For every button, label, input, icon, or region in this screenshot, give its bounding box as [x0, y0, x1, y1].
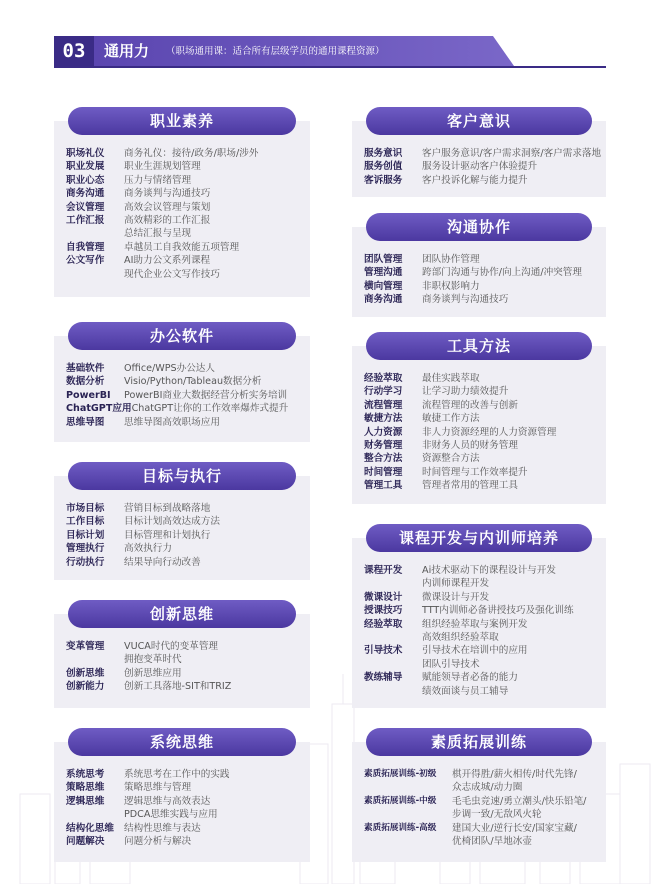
- course-category: 目标计划: [66, 529, 105, 541]
- course-row: [66, 795, 304, 808]
- course-row: [66, 781, 304, 794]
- course-row: [364, 466, 600, 479]
- course-name: 创新工具落地-SIT和TRIZ: [124, 681, 232, 693]
- course-category: ChatGPT应用: [66, 403, 132, 415]
- course-row: [66, 680, 304, 693]
- course-row: [364, 372, 600, 385]
- course-row: [364, 160, 600, 173]
- course-category: 数据分析: [66, 376, 105, 388]
- course-category: 行动执行: [66, 556, 105, 568]
- course-category: [66, 227, 124, 240]
- course-name: 结构性思维与表达: [124, 822, 201, 834]
- course-category: 引导技术: [364, 645, 403, 657]
- course-list: [66, 768, 304, 848]
- section-title: 课程开发与内训师培养: [366, 524, 592, 552]
- course-row: [66, 640, 304, 653]
- course-row: [66, 529, 304, 542]
- section-title: 职业素养: [68, 107, 296, 135]
- section-mubiao: [54, 462, 310, 580]
- course-name: 高效组织经验萃取: [422, 632, 499, 644]
- course-category: 经验萃取: [364, 373, 403, 384]
- course-category: 思维导图: [66, 416, 105, 428]
- course-name: Office/WPS办公达人: [124, 363, 215, 374]
- course-row: [364, 577, 600, 590]
- course-row: [364, 293, 600, 306]
- course-category: 工作汇报: [66, 215, 105, 227]
- course-name: 高效执行力: [124, 543, 172, 555]
- section-title: 客户意识: [366, 107, 592, 135]
- course-name: 建国大业/逆行长安/国家宝藏/: [452, 822, 577, 834]
- course-category: 工作目标: [66, 516, 105, 528]
- course-name: 总结汇报与呈现: [124, 228, 192, 240]
- section-title: 工具方法: [366, 332, 592, 360]
- course-row: [66, 653, 304, 666]
- course-category: [66, 268, 124, 281]
- course-row: [364, 808, 600, 821]
- course-name: 高效会议管理与策划: [124, 201, 211, 213]
- section-header: [54, 36, 504, 66]
- course-name: 敏捷工作方法: [422, 413, 480, 425]
- course-name: 目标管理和计划执行: [124, 529, 211, 541]
- course-row: [364, 591, 600, 604]
- course-name: 思维导图高效职场应用: [124, 416, 220, 428]
- course-name: 压力与情绪管理: [124, 174, 192, 186]
- section-zhiye: [54, 107, 310, 297]
- course-category: 策略思维: [66, 782, 105, 794]
- course-category: 经验萃取: [364, 618, 403, 630]
- course-category: PowerBI: [66, 389, 111, 401]
- course-name: 卓越员工自我效能五项管理: [124, 241, 240, 253]
- course-category: [364, 781, 452, 794]
- course-category: 系统思考: [66, 769, 105, 780]
- course-category: 微课设计: [364, 591, 403, 603]
- section-gongju: [352, 332, 606, 504]
- course-category: [66, 808, 124, 821]
- course-row: [66, 268, 304, 281]
- course-row: [364, 781, 600, 794]
- course-row: [364, 147, 600, 160]
- section-chuangxin: [54, 600, 310, 708]
- course-category: 素质拓展训练-高级: [364, 822, 437, 833]
- course-name: 内训师课程开发: [422, 578, 490, 590]
- course-row: [66, 227, 304, 240]
- page-subtitle: （职场通用课：适合所有层级学员的通用课程资源）: [166, 46, 385, 57]
- course-name: Visio/Python/Tableau数据分析: [124, 376, 262, 388]
- course-category: 服务意识: [364, 148, 403, 159]
- section-title: 办公软件: [68, 322, 296, 350]
- course-category: 横向管理: [364, 280, 403, 292]
- section-title: 系统思维: [68, 728, 296, 756]
- course-name: 非财务人员的财务管理: [422, 440, 518, 452]
- course-row: [364, 399, 600, 412]
- course-category: 素质拓展训练-初级: [364, 769, 437, 779]
- section-title: 创新思维: [68, 600, 296, 628]
- course-category: 人力资源: [364, 426, 403, 438]
- course-name: VUCA时代的变革管理: [124, 641, 219, 652]
- course-row: [364, 644, 600, 657]
- course-row: [66, 768, 304, 781]
- course-category: 行动学习: [364, 386, 403, 398]
- course-row: [66, 375, 304, 388]
- course-row: [364, 439, 600, 452]
- course-name: 众志成城/动力圈: [452, 782, 523, 794]
- course-name: 客户服务意识/客户需求洞察/客户需求落地: [422, 148, 602, 159]
- section-title: 素质拓展训练: [366, 728, 592, 756]
- course-category: 授课技巧: [364, 605, 403, 617]
- course-category: 客诉服务: [364, 174, 403, 186]
- course-list: [66, 640, 304, 694]
- course-category: 职业心态: [66, 174, 105, 186]
- course-category: 商务沟通: [364, 294, 403, 306]
- course-name: 客户投诉化解与能力提升: [422, 174, 528, 186]
- course-category: 逻辑思维: [66, 795, 105, 807]
- course-row: [66, 254, 304, 267]
- course-list: [66, 362, 304, 429]
- course-category: 自我管理: [66, 241, 105, 253]
- course-category: 财务管理: [364, 440, 403, 452]
- course-row: [364, 604, 600, 617]
- course-category: [364, 577, 422, 590]
- course-name: 系统思考在工作中的实践: [124, 769, 230, 780]
- course-category: 管理执行: [66, 543, 105, 555]
- course-list: [364, 564, 600, 698]
- course-name: 组织经验萃取与案例开发: [422, 618, 528, 630]
- course-name: Ai技术驱动下的课程设计与开发: [422, 565, 556, 576]
- course-row: [364, 685, 600, 698]
- section-xitong: [54, 728, 310, 862]
- course-category: 课程开发: [364, 565, 403, 576]
- course-name: 优椅团队/旱地冰壶: [452, 836, 532, 848]
- course-row: [66, 667, 304, 680]
- page-title: 通用力: [104, 42, 150, 60]
- course-row: [364, 835, 600, 848]
- course-name: 策略思维与管理: [124, 782, 192, 794]
- course-row: [364, 479, 600, 492]
- course-category: 基础软件: [66, 363, 105, 374]
- course-list: [364, 253, 600, 307]
- course-row: [364, 266, 600, 279]
- course-category: 变革管理: [66, 641, 105, 652]
- course-category: [364, 631, 422, 644]
- course-row: [66, 160, 304, 173]
- course-category: 职场礼仪: [66, 148, 105, 159]
- course-name: 现代企业公文写作技巧: [124, 268, 220, 280]
- course-row: [66, 389, 304, 402]
- course-name: 管理者常用的管理工具: [422, 480, 518, 492]
- course-row: [66, 556, 304, 569]
- section-goutong: [352, 213, 606, 317]
- course-row: [364, 174, 600, 187]
- course-row: [364, 426, 600, 439]
- course-name: 赋能领导者必备的能力: [422, 672, 518, 684]
- course-category: 结构化思维: [66, 822, 114, 834]
- course-row: [66, 147, 304, 160]
- course-name: 结果导向行动改善: [124, 556, 201, 568]
- course-category: 整合方法: [364, 453, 403, 465]
- course-row: [364, 822, 600, 835]
- course-name: 高效精彩的工作汇报: [124, 215, 211, 227]
- course-name: 团队协作管理: [422, 254, 480, 265]
- course-name: 最佳实践萃取: [422, 373, 480, 384]
- course-name: 团队引导技术: [422, 658, 480, 670]
- course-name: 绩效面谈与员工辅导: [422, 685, 509, 697]
- course-row: [66, 402, 304, 415]
- course-category: 会议管理: [66, 201, 105, 213]
- course-name: 跨部门沟通与协作/向上沟通/冲突管理: [422, 267, 582, 279]
- course-category: 创新能力: [66, 681, 105, 693]
- course-row: [364, 452, 600, 465]
- course-name: 商务礼仪：接待/政务/职场/涉外: [124, 148, 259, 159]
- course-name: PDCA思维实践与应用: [124, 809, 218, 821]
- section-kehu: [352, 107, 606, 197]
- course-row: [66, 241, 304, 254]
- header-divider: [54, 66, 606, 68]
- course-category: 职业发展: [66, 161, 105, 173]
- course-category: [364, 835, 452, 848]
- section-suzhi: [352, 728, 606, 862]
- course-row: [364, 671, 600, 684]
- course-row: [66, 808, 304, 821]
- course-name: 让学习助力绩效提升: [422, 386, 509, 398]
- course-category: 管理工具: [364, 480, 403, 492]
- course-row: [364, 564, 600, 577]
- course-category: 服务创值: [364, 161, 403, 173]
- course-row: [66, 187, 304, 200]
- course-list: [364, 768, 600, 848]
- course-name: 步调一致/无敌风火轮: [452, 809, 542, 821]
- course-category: 教练辅导: [364, 672, 403, 684]
- course-name: 服务设计驱动客户体验提升: [422, 161, 538, 173]
- course-category: 创新思维: [66, 667, 105, 679]
- course-row: [364, 618, 600, 631]
- course-row: [364, 658, 600, 671]
- course-list: [66, 502, 304, 569]
- course-row: [66, 362, 304, 375]
- course-row: [364, 412, 600, 425]
- section-title: 沟通协作: [366, 213, 592, 241]
- course-name: 微课设计与开发: [422, 591, 490, 603]
- course-category: 流程管理: [364, 399, 403, 411]
- course-name: 非职权影响力: [422, 280, 480, 292]
- course-name: PowerBI商业大数据经营分析实务培训: [124, 389, 288, 401]
- course-category: 市场目标: [66, 503, 105, 514]
- course-name: 棋开得胜/薪火相传/时代先锋/: [452, 769, 577, 780]
- course-row: [66, 515, 304, 528]
- course-name: ChatGPT让你的工作效率爆炸式提升: [131, 403, 289, 415]
- course-category: 公文写作: [66, 255, 105, 267]
- course-row: [364, 631, 600, 644]
- course-name: 问题分析与解决: [124, 836, 192, 848]
- course-category: 团队管理: [364, 254, 403, 265]
- course-row: [66, 542, 304, 555]
- course-name: 创新思维应用: [124, 667, 182, 679]
- course-category: 问题解决: [66, 836, 105, 848]
- section-title: 目标与执行: [68, 462, 296, 490]
- course-name: 商务谈判与沟通技巧: [422, 294, 509, 306]
- course-name: 营销目标到战略落地: [124, 503, 211, 514]
- section-number: 03: [54, 36, 94, 66]
- course-name: 毛毛虫竞速/勇立潮头/快乐铅笔/: [452, 795, 587, 807]
- course-name: 逻辑思维与高效表达: [124, 795, 211, 807]
- course-list: [66, 147, 304, 281]
- course-category: 时间管理: [364, 466, 403, 478]
- course-name: 职业生涯规划管理: [124, 161, 201, 173]
- course-name: TTT内训师必备讲授技巧及强化训练: [422, 605, 574, 617]
- course-name: 目标计划高效达成方法: [124, 516, 220, 528]
- course-row: [66, 214, 304, 227]
- course-category: 敏捷方法: [364, 413, 403, 425]
- section-bangong: [54, 322, 310, 442]
- course-row: [364, 768, 600, 781]
- course-category: [364, 808, 452, 821]
- course-name: 拥抱变革时代: [124, 654, 182, 666]
- course-name: 商务谈判与沟通技巧: [124, 188, 211, 200]
- course-row: [66, 201, 304, 214]
- course-row: [66, 502, 304, 515]
- course-name: AI助力公文系列课程: [124, 255, 211, 267]
- course-category: 商务沟通: [66, 188, 105, 200]
- course-name: 资源整合方法: [422, 453, 480, 465]
- course-category: 素质拓展训练-中级: [364, 795, 437, 806]
- course-list: [364, 372, 600, 493]
- course-category: [364, 685, 422, 698]
- section-kecheng: [352, 524, 606, 708]
- course-category: 管理沟通: [364, 267, 403, 279]
- course-row: [364, 385, 600, 398]
- course-name: 非人力资源经理的人力资源管理: [422, 426, 557, 438]
- course-list: [364, 147, 600, 187]
- course-row: [66, 416, 304, 429]
- course-row: [364, 280, 600, 293]
- course-category: [364, 658, 422, 671]
- course-row: [66, 835, 304, 848]
- course-row: [364, 253, 600, 266]
- course-name: 流程管理的改善与创新: [422, 399, 518, 411]
- course-row: [66, 822, 304, 835]
- course-name: 引导技术在培训中的应用: [422, 645, 528, 657]
- course-row: [66, 174, 304, 187]
- course-row: [364, 795, 600, 808]
- course-name: 时间管理与工作效率提升: [422, 466, 528, 478]
- course-category: [66, 653, 124, 666]
